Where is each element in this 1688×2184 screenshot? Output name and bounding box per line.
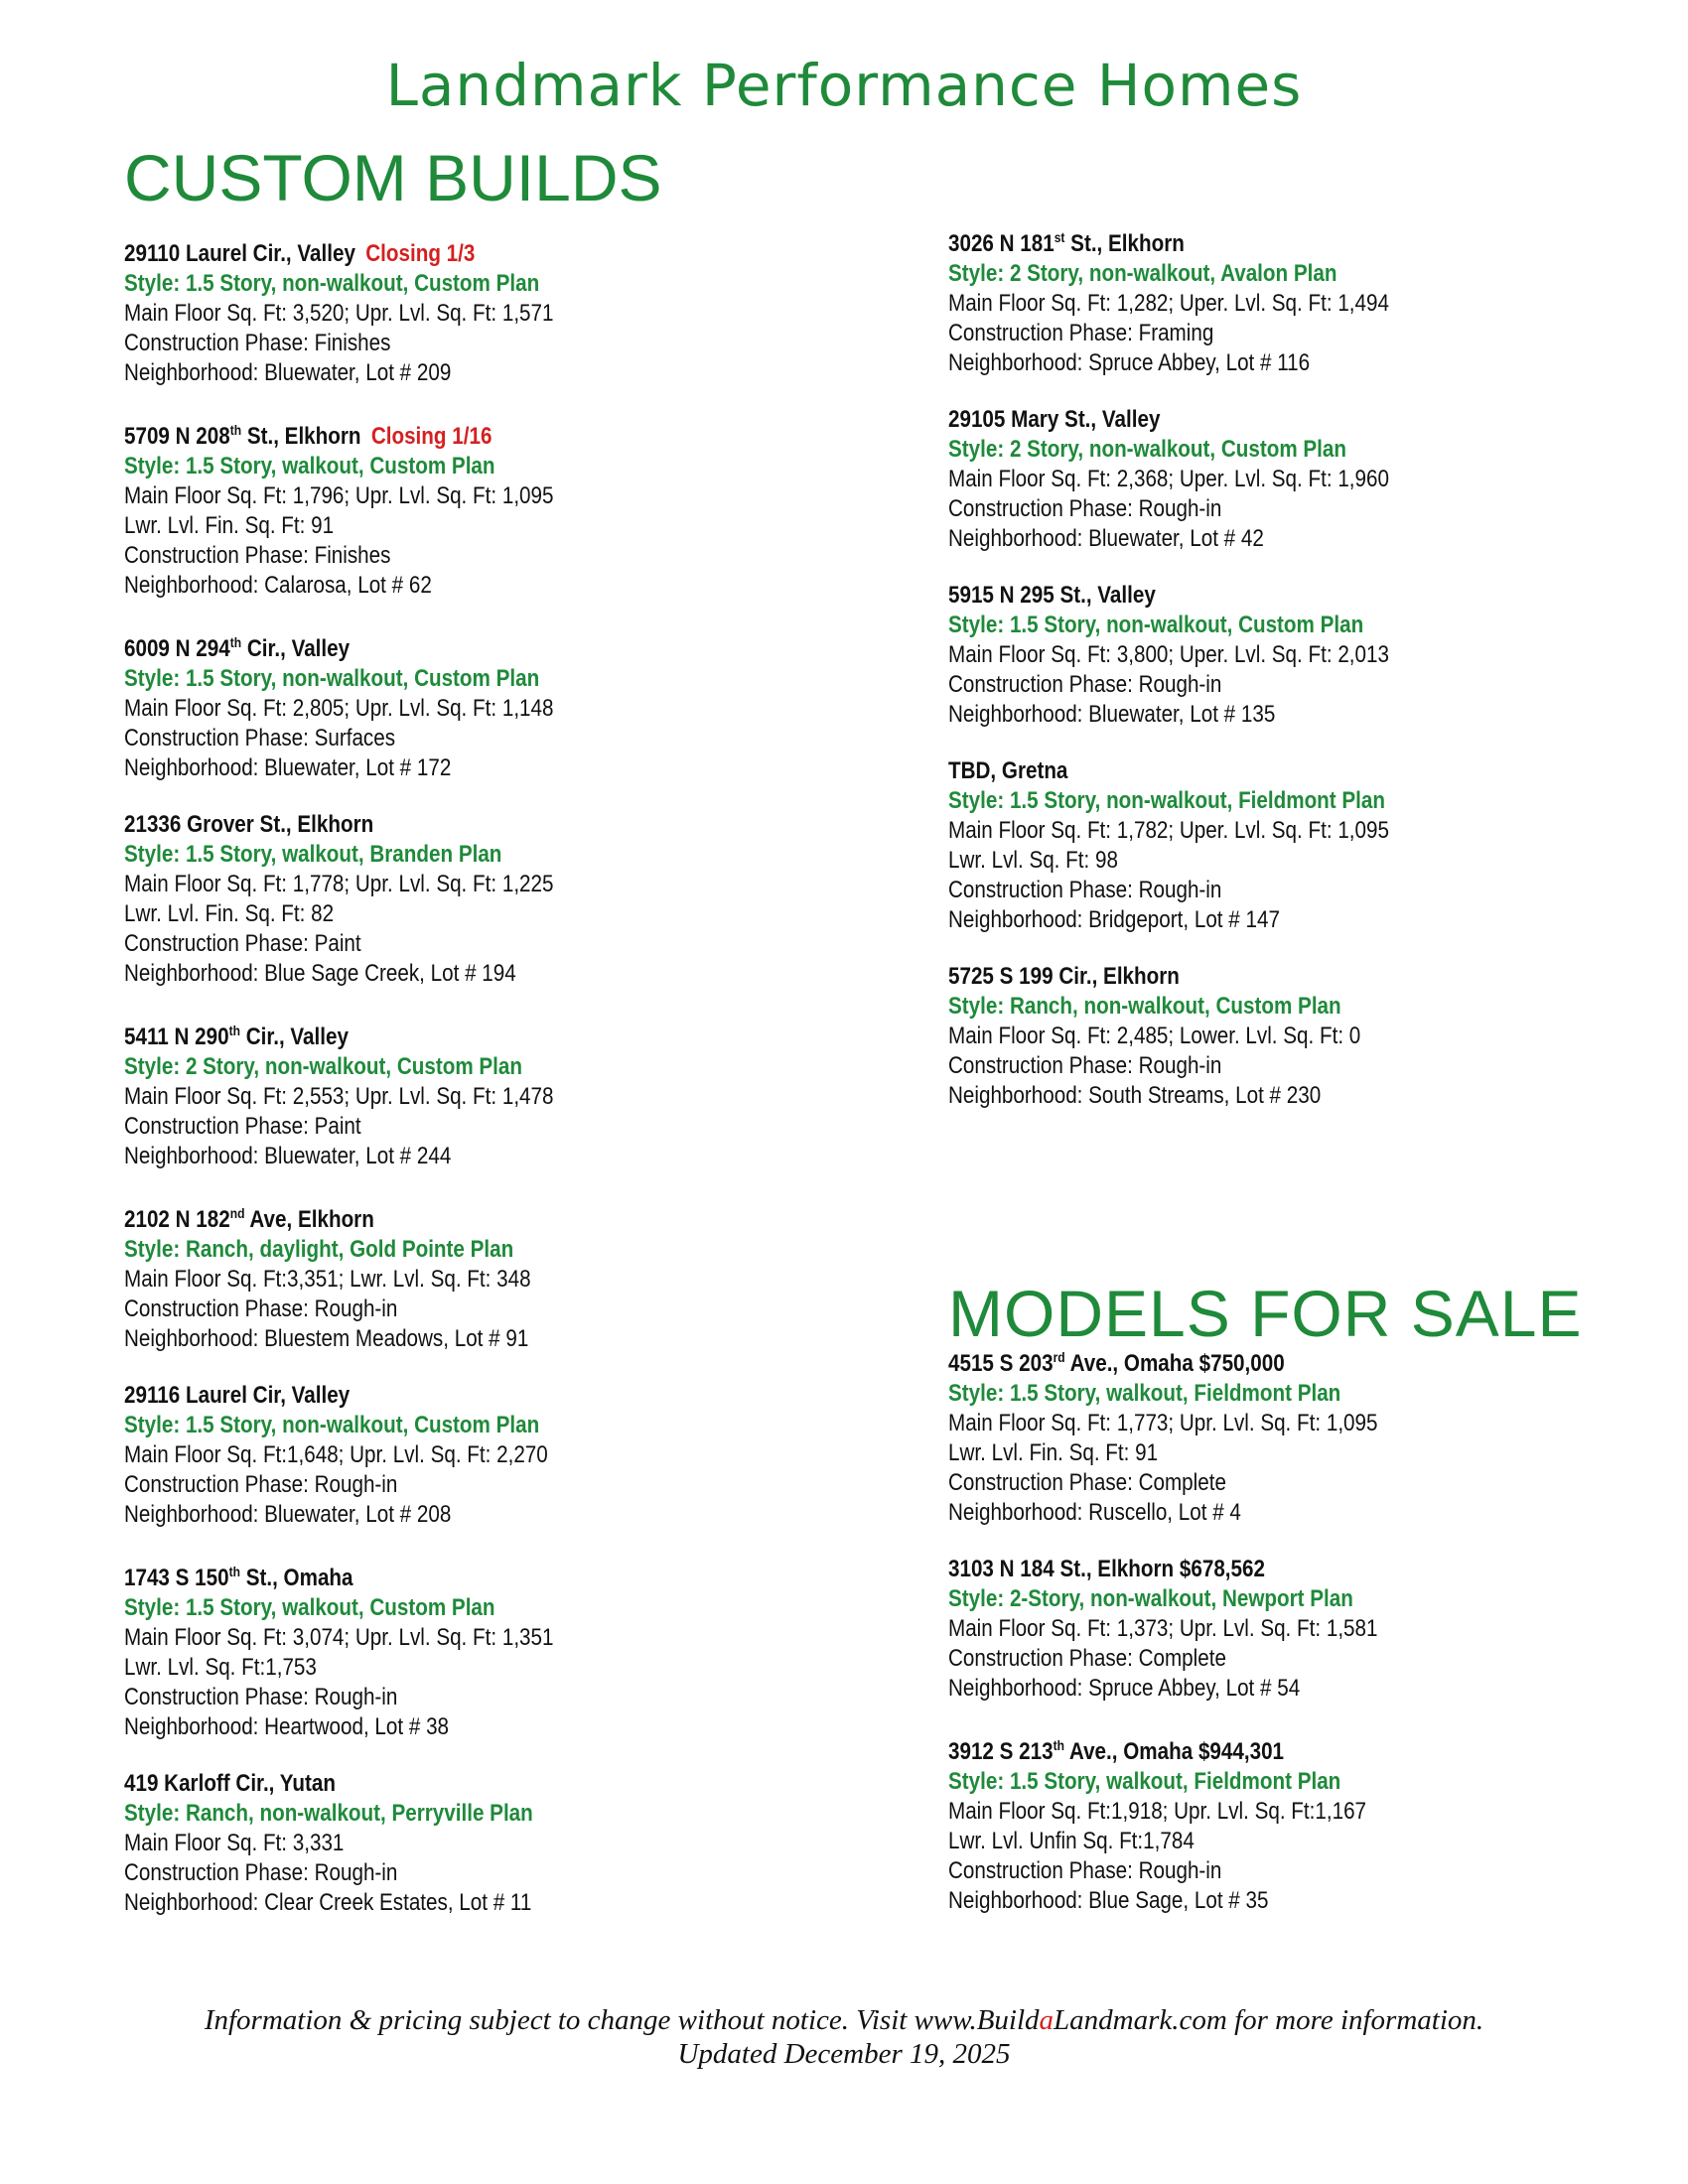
listing-detail: Neighborhood: Clear Creek Estates, Lot # 11 — [124, 1889, 532, 1916]
address-ordinal: th — [229, 422, 242, 438]
listing-price: $678,562 — [1179, 1556, 1265, 1582]
closing-badge: Closing 1/16 — [370, 423, 492, 450]
listing-address — [124, 627, 807, 664]
listing-style: Style: 1.5 Story, non-walkout, Custom Plan — [124, 270, 540, 297]
listing — [124, 239, 819, 388]
listing-style: Style: 1.5 Story, walkout, Branden Plan — [124, 841, 502, 868]
listing-detail: Main Floor Sq. Ft: 1,782; Uper. Lvl. Sq. Ft: 1,095 — [948, 817, 1389, 844]
address-text: 2102 N 182 — [124, 1206, 230, 1233]
listing-address — [948, 405, 1631, 435]
address-text: 29105 Mary St., Valley — [948, 406, 1161, 433]
listing-detail: Construction Phase: Rough-in — [124, 1471, 398, 1498]
listing-detail: Lwr. Lvl. Fin. Sq. Ft: 82 — [124, 900, 335, 927]
listing-detail: Construction Phase: Rough-in — [124, 1296, 398, 1322]
listing — [124, 1769, 819, 1918]
address-text-rest: Ave., Omaha — [1064, 1350, 1194, 1377]
listing-style: Style: 1.5 Story, walkout, Fieldmont Plan — [948, 1380, 1341, 1407]
listing — [948, 1342, 1643, 1528]
listing-style: Style: Ranch, daylight, Gold Pointe Plan — [124, 1236, 514, 1263]
listing-detail: Main Floor Sq. Ft: 1,778; Upr. Lvl. Sq. Ft: 1,225 — [124, 871, 554, 897]
listing-detail: Construction Phase: Rough-in — [948, 1052, 1222, 1079]
page-title: Landmark Performance Homes — [385, 52, 1303, 119]
listing-detail: Main Floor Sq. Ft: 2,368; Uper. Lvl. Sq. Ft: 1,960 — [948, 466, 1389, 492]
listing-detail: Neighborhood: Bluewater, Lot # 244 — [124, 1143, 452, 1169]
listing-detail: Lwr. Lvl. Fin. Sq. Ft: 91 — [948, 1439, 1159, 1466]
listing-address — [948, 1730, 1631, 1767]
listing-detail: Main Floor Sq. Ft: 3,520; Upr. Lvl. Sq. Ft: 1,571 — [124, 300, 554, 327]
listing-detail: Construction Phase: Paint — [124, 1113, 361, 1140]
listing-address — [948, 581, 1631, 611]
listing — [124, 1016, 819, 1171]
listing-detail: Main Floor Sq. Ft:1,648; Upr. Lvl. Sq. Ft: 2,270 — [124, 1441, 548, 1468]
listing-detail: Construction Phase: Framing — [948, 320, 1214, 346]
listing-detail: Neighborhood: Bridgeport, Lot # 147 — [948, 906, 1280, 933]
listing-detail: Main Floor Sq. Ft: 1,796; Upr. Lvl. Sq. Ft: 1,095 — [124, 482, 554, 509]
listing — [948, 222, 1643, 378]
address-text: 3026 N 181 — [948, 230, 1055, 257]
listing-detail: Construction Phase: Rough-in — [948, 671, 1222, 698]
listing-address — [124, 1381, 807, 1411]
listing-detail: Lwr. Lvl. Fin. Sq. Ft: 91 — [124, 512, 335, 539]
listing-detail: Main Floor Sq. Ft: 2,805; Upr. Lvl. Sq. Ft: 1,148 — [124, 695, 554, 722]
address-text: 5915 N 295 St., Valley — [948, 582, 1156, 609]
listing-style: Style: 1.5 Story, walkout, Custom Plan — [124, 1594, 495, 1621]
listing-detail: Lwr. Lvl. Unfin Sq. Ft:1,784 — [948, 1828, 1195, 1854]
listing-address — [124, 1769, 807, 1799]
footer-updated-date: Updated December 19, 2025 — [677, 2038, 1011, 2070]
footer-note — [0, 2003, 1688, 2071]
custom-builds-right-column — [948, 222, 1643, 1138]
address-text: 3912 S 213 — [948, 1738, 1054, 1765]
listing — [124, 627, 819, 783]
address-ordinal: rd — [1053, 1349, 1065, 1365]
address-ordinal: nd — [229, 1205, 245, 1221]
address-text-rest: Cir., Valley — [241, 635, 351, 662]
closing-badge: Closing 1/3 — [365, 240, 476, 267]
listing-address — [948, 222, 1631, 259]
listing-detail: Main Floor Sq. Ft: 1,373; Upr. Lvl. Sq. Ft: 1,581 — [948, 1615, 1378, 1642]
listing-detail: Main Floor Sq. Ft: 2,553; Upr. Lvl. Sq. Ft: 1,478 — [124, 1083, 554, 1110]
listing — [948, 756, 1643, 935]
address-text-rest: Cir., Valley — [239, 1024, 349, 1050]
listing-address — [124, 1557, 807, 1593]
address-ordinal: th — [229, 634, 242, 650]
listing-style: Style: 1.5 Story, non-walkout, Custom Plan — [124, 1412, 540, 1438]
listing-detail: Construction Phase: Rough-in — [124, 1859, 398, 1886]
footer-disclaimer: Information & pricing subject to change without notice. Visit www.BuildaLandmark.com for more information. — [204, 2004, 1484, 2036]
listing-style: Style: 2 Story, non-walkout, Custom Plan — [124, 1053, 523, 1080]
address-text-rest: St., Omaha — [239, 1565, 353, 1591]
address-text: 5725 S 199 Cir., Elkhorn — [948, 963, 1180, 990]
address-ordinal: st — [1054, 229, 1065, 245]
listing — [124, 810, 819, 989]
address-ordinal: th — [1053, 1737, 1064, 1753]
listing-style: Style: 1.5 Story, walkout, Fieldmont Plan — [948, 1768, 1341, 1795]
listing-detail: Main Floor Sq. Ft: 2,485; Lower. Lvl. Sq. Ft: 0 — [948, 1023, 1361, 1049]
listing-detail: Neighborhood: Blue Sage Creek, Lot # 194 — [124, 960, 516, 987]
listing-address — [124, 415, 807, 452]
listing-style: Style: Ranch, non-walkout, Perryville Plan — [124, 1800, 533, 1827]
listing-address — [124, 1198, 807, 1235]
listing-detail: Construction Phase: Complete — [948, 1469, 1226, 1496]
address-text-rest: Ave, Elkhorn — [244, 1206, 374, 1233]
listing-address — [948, 1342, 1631, 1379]
address-text: 6009 N 294 — [124, 635, 230, 662]
listing-style: Style: Ranch, non-walkout, Custom Plan — [948, 993, 1341, 1020]
address-text: 1743 S 150 — [124, 1565, 229, 1591]
address-text-rest: Ave., Omaha — [1063, 1738, 1194, 1765]
listing-address — [948, 756, 1631, 786]
address-text-rest: St., Elkhorn — [1064, 230, 1185, 257]
listing — [948, 581, 1643, 730]
models-for-sale-column — [948, 1342, 1643, 1943]
listing-detail: Neighborhood: Bluewater, Lot # 172 — [124, 754, 452, 781]
listing-style: Style: 1.5 Story, non-walkout, Fieldmont Plan — [948, 787, 1385, 814]
listing-detail: Construction Phase: Finishes — [124, 542, 391, 569]
listing-detail: Main Floor Sq. Ft: 3,331 — [124, 1830, 345, 1856]
listing-detail: Neighborhood: Bluewater, Lot # 208 — [124, 1501, 452, 1528]
listing-detail: Construction Phase: Complete — [948, 1645, 1226, 1672]
address-text: 3103 N 184 St., Elkhorn — [948, 1556, 1175, 1582]
listing-detail: Construction Phase: Paint — [124, 930, 361, 957]
listing-detail: Lwr. Lvl. Sq. Ft: 98 — [948, 847, 1118, 874]
listing — [124, 1198, 819, 1354]
custom-builds-heading: CUSTOM BUILDS — [124, 141, 662, 214]
listing-style: Style: 1.5 Story, non-walkout, Custom Plan — [124, 665, 540, 692]
listing-price: $750,000 — [1198, 1350, 1285, 1377]
listing-style: Style: 2 Story, non-walkout, Avalon Plan — [948, 260, 1337, 287]
address-text-rest: St., Elkhorn — [241, 423, 361, 450]
listing-address — [124, 239, 807, 269]
listing-detail: Neighborhood: Bluestem Meadows, Lot # 91 — [124, 1325, 529, 1352]
listing-detail: Neighborhood: Bluewater, Lot # 209 — [124, 359, 452, 386]
listing-detail: Construction Phase: Finishes — [124, 330, 391, 356]
address-ordinal: th — [228, 1564, 240, 1579]
listing-detail: Main Floor Sq. Ft: 1,773; Upr. Lvl. Sq. Ft: 1,095 — [948, 1410, 1378, 1436]
address-text: 29116 Laurel Cir, Valley — [124, 1382, 351, 1409]
listing-detail: Neighborhood: Ruscello, Lot # 4 — [948, 1499, 1241, 1526]
listing-detail: Main Floor Sq. Ft: 3,800; Uper. Lvl. Sq. Ft: 2,013 — [948, 641, 1389, 668]
listing — [124, 1557, 819, 1742]
address-text: 419 Karloff Cir., Yutan — [124, 1770, 336, 1797]
listing-style: Style: 1.5 Story, walkout, Custom Plan — [124, 453, 495, 479]
listing-detail: Neighborhood: Bluewater, Lot # 42 — [948, 525, 1264, 552]
listing-address — [124, 1016, 807, 1052]
listing-detail: Neighborhood: Spruce Abbey, Lot # 116 — [948, 349, 1311, 376]
models-for-sale-heading: MODELS FOR SALE — [948, 1277, 1583, 1350]
listing-detail: Main Floor Sq. Ft: 3,074; Upr. Lvl. Sq. Ft: 1,351 — [124, 1624, 554, 1651]
listing-detail: Construction Phase: Rough-in — [948, 495, 1222, 522]
listing-detail: Main Floor Sq. Ft:1,918; Upr. Lvl. Sq. Ft:1,167 — [948, 1798, 1367, 1825]
address-ordinal: th — [228, 1023, 240, 1038]
custom-builds-left-column — [124, 239, 819, 1945]
listing-detail: Construction Phase: Surfaces — [124, 725, 396, 751]
address-text: 29110 Laurel Cir., Valley — [124, 240, 355, 267]
address-text: 5709 N 208 — [124, 423, 230, 450]
listing-detail: Main Floor Sq. Ft:3,351; Lwr. Lvl. Sq. Ft: 348 — [124, 1266, 531, 1293]
listing — [948, 405, 1643, 554]
listing-style: Style: 2-Story, non-walkout, Newport Plan — [948, 1585, 1353, 1612]
listing-detail: Construction Phase: Rough-in — [948, 877, 1222, 903]
listing — [948, 962, 1643, 1111]
address-text: 21336 Grover St., Elkhorn — [124, 811, 374, 838]
listing-address — [948, 962, 1631, 992]
listing-detail: Main Floor Sq. Ft: 1,282; Uper. Lvl. Sq. Ft: 1,494 — [948, 290, 1389, 317]
listing-address — [948, 1555, 1631, 1584]
address-text: TBD, Gretna — [948, 757, 1068, 784]
listing-style: Style: 1.5 Story, non-walkout, Custom Plan — [948, 612, 1364, 638]
listing-detail: Neighborhood: Bluewater, Lot # 135 — [948, 701, 1276, 728]
listing-detail: Construction Phase: Rough-in — [948, 1857, 1222, 1884]
listing-detail: Neighborhood: Calarosa, Lot # 62 — [124, 572, 432, 599]
listing-detail: Neighborhood: Blue Sage, Lot # 35 — [948, 1887, 1269, 1914]
listing-detail: Neighborhood: Heartwood, Lot # 38 — [124, 1713, 450, 1740]
listing-price: $944,301 — [1197, 1738, 1285, 1765]
address-text: 5411 N 290 — [124, 1024, 229, 1050]
listing — [124, 415, 819, 601]
listing-detail: Neighborhood: Spruce Abbey, Lot # 54 — [948, 1675, 1301, 1702]
listing-style: Style: 2 Story, non-walkout, Custom Plan — [948, 436, 1347, 463]
listing-address — [124, 810, 807, 840]
listing-detail: Construction Phase: Rough-in — [124, 1684, 398, 1710]
listing — [948, 1730, 1643, 1916]
address-text: 4515 S 203 — [948, 1350, 1054, 1377]
listing-detail: Lwr. Lvl. Sq. Ft:1,753 — [124, 1654, 317, 1681]
listing — [948, 1555, 1643, 1704]
listing — [124, 1381, 819, 1530]
listing-detail: Neighborhood: South Streams, Lot # 230 — [948, 1082, 1322, 1109]
